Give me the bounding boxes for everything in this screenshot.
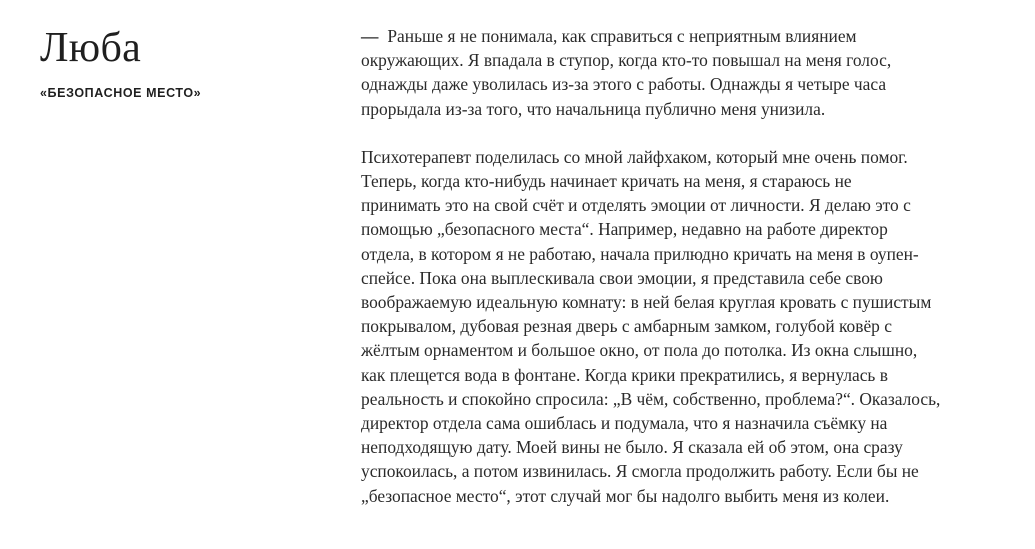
text-line: спейсе. Пока она выплескивала свои эмоции, я представила себе свою [361, 267, 883, 288]
text-line: принимать это на свой счёт и отделять эмоции от личности. Я делаю это с [361, 195, 911, 216]
text-line: воображаемую идеальную комнату: в ней белая круглая кровать с пушистым [361, 292, 932, 313]
text-line: прорыдала из-за того, что начальница публично меня унизила. [361, 98, 826, 119]
text-line: как плещется вода в фонтане. Когда крики прекратились, я вернулась в [361, 364, 888, 385]
paragraph-1 [361, 24, 1001, 121]
text-line: „безопасное место“, этот случай мог бы надолго выбить меня из колеи. [361, 485, 890, 506]
text-line: окружающих. Я впадала в ступор, когда кто-то повышал на меня голос, [361, 50, 892, 71]
text-line: помощью „безопасного места“. Например, недавно на работе директор [361, 219, 888, 240]
text-line: неподходящую дату. Моей вины не было. Я сказала ей об этом, она сразу [361, 437, 903, 458]
author-name: Люба [40, 25, 142, 71]
line-text: Раньше я не понимала, как справиться с неприятным влиянием [387, 26, 857, 46]
text-line: отдела, в котором я не работаю, начала прилюдно кричать на меня в оупен- [361, 243, 919, 264]
dash-mark: — [361, 26, 379, 46]
text-line: реальность и спокойно спросила: „В чём, собственно, проблема?“. Оказалось, [361, 388, 941, 409]
story-text [361, 24, 1001, 508]
text-line: однажды даже уволилась из-за этого с работы. Однажды я четыре часа [361, 74, 887, 95]
text-line: директор отдела сама ошиблась и подумала, что я назначила съёмку на [361, 413, 888, 434]
text-line: Психотерапевт поделилась со мной лайфхаком, который мне очень помог. [361, 146, 908, 167]
paragraph-2 [361, 145, 1001, 508]
text-line: успокоилась, а потом извинилась. Я смогла продолжить работу. Если бы не [361, 461, 919, 482]
author-block [40, 22, 320, 100]
text-line: Теперь, когда кто-нибудь начинает кричать на меня, я стараюсь не [361, 171, 852, 192]
text-line: покрывалом, дубовая резная дверь с амбарным замком, голубой ковёр с [361, 316, 892, 337]
story-subtitle: «БЕЗОПАСНОЕ МЕСТО» [40, 86, 202, 100]
text-line [361, 24, 1001, 48]
text-line: жёлтым орнаментом и большое окно, от пола до потолка. Из окна слышно, [361, 340, 918, 361]
